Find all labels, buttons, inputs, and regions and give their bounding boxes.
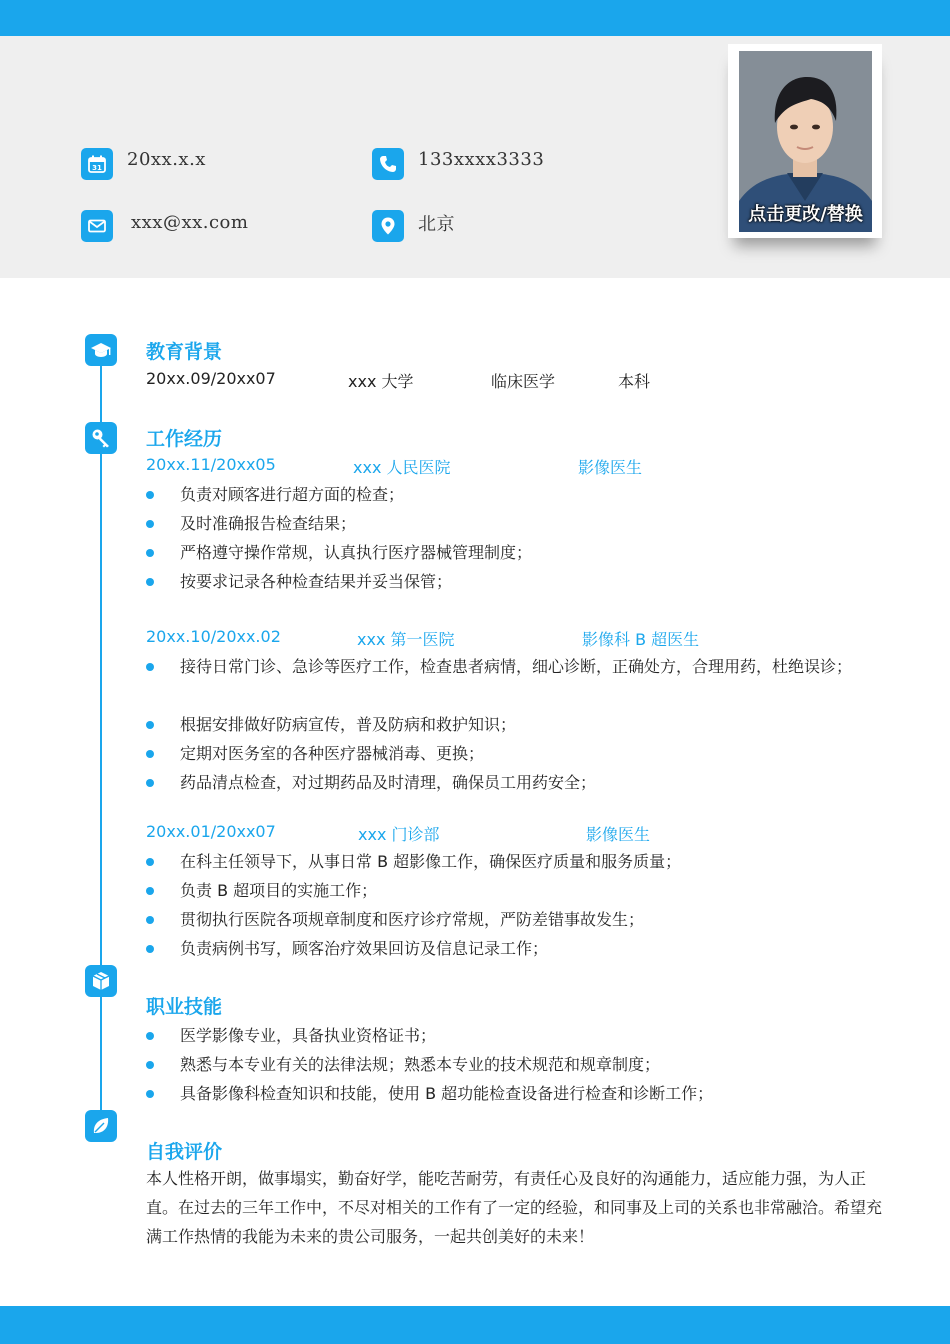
bullet-dot	[146, 945, 154, 953]
bullet-dot	[146, 663, 154, 671]
job-2-item-2: 根据安排做好防病宣传，普及防病和救护知识；	[146, 711, 516, 739]
skill-item-3: 具备影像科检查知识和技能，使用 B 超功能检查设备进行检查和诊断工作；	[146, 1080, 713, 1108]
job-3-role: 影像医生	[586, 825, 651, 844]
top-accent-bar	[0, 0, 950, 36]
bullet-dot	[146, 491, 154, 499]
bullet-dot	[146, 1090, 154, 1098]
job-1-period: 20xx.11/20xx05	[146, 455, 276, 474]
job-3-item-2: 负责 B 超项目的实施工作；	[146, 877, 377, 905]
svg-text:31: 31	[92, 164, 102, 172]
location-text: 北京	[418, 214, 455, 235]
skill-item-1: 医学影像专业，具备执业资格证书；	[146, 1022, 436, 1050]
job-2-item-3: 定期对医务室的各种医疗器械消毒、更换；	[146, 740, 484, 768]
bullet-dot	[146, 549, 154, 557]
job-2-period: 20xx.10/20xx.02	[146, 627, 281, 646]
calendar-icon	[81, 148, 113, 180]
job-3-org: xxx 门诊部	[358, 825, 440, 844]
bullet-dot	[146, 887, 154, 895]
education-major: 临床医学	[491, 372, 556, 391]
job-2-item-1: 接待日常门诊、急诊等医疗工作，检查患者病情，细心诊断，正确处方，合理用药，杜绝误诊；	[146, 653, 906, 681]
job-1-item-2: 及时准确报告检查结果；	[146, 510, 356, 538]
bullet-dot	[146, 750, 154, 758]
contact-email	[81, 210, 248, 242]
bullet-dot	[146, 578, 154, 586]
profile-photo-frame[interactable]	[728, 44, 882, 238]
bullet-dot	[146, 916, 154, 924]
job-2-item-4: 药品清点检查，对过期药品及时清理，确保员工用药安全；	[146, 769, 596, 797]
bullet-dot	[146, 779, 154, 787]
job-1-item-3: 严格遵守操作常规，认真执行医疗器械管理制度；	[146, 539, 532, 567]
bullet-dot	[146, 858, 154, 866]
education-period: 20xx.09/20xx07	[146, 369, 276, 388]
job-2-role: 影像科 B 超医生	[582, 630, 700, 649]
skill-item-2: 熟悉与本专业有关的法律法规；熟悉本专业的技术规范和规章制度；	[146, 1051, 660, 1079]
contact-birthday	[81, 148, 206, 180]
self-eval-text: 本人性格开朗，做事塌实，勤奋好学，能吃苦耐劳，有责任心及良好的沟通能力，适应能力强，为人正直。在过去的三年工作中，不尽对相关的工作有了一定的经验，和同事及上司的关系也非常融洽。希望充满工作热情的我能为未来的贵公司服务，一起共创美好的未来！	[146, 1169, 883, 1246]
mail-icon	[81, 210, 113, 242]
leaf-icon	[85, 1110, 117, 1142]
profile-photo[interactable]	[739, 51, 872, 232]
photo-replace-label[interactable]: 点击更改/替换	[748, 204, 863, 225]
contact-location	[372, 210, 455, 242]
bullet-dot	[146, 721, 154, 729]
education-school: xxx 大学	[348, 372, 414, 391]
job-1-org: xxx 人民医院	[353, 458, 451, 477]
phone-text: 133xxxx3333	[418, 148, 545, 170]
contact-phone	[372, 148, 544, 180]
bullet-dot	[146, 1032, 154, 1040]
job-3-item-3: 贯彻执行医院各项规章制度和医疗诊疗常规，严防差错事故发生；	[146, 906, 644, 934]
graduation-cap-icon	[85, 334, 117, 366]
job-1-item-4: 按要求记录各种检查结果并妥当保管；	[146, 568, 452, 596]
bullet-dot	[146, 520, 154, 528]
job-2-org: xxx 第一医院	[357, 630, 455, 649]
bottom-accent-bar	[0, 1306, 950, 1344]
bullet-dot	[146, 1061, 154, 1069]
phone-icon	[372, 148, 404, 180]
key-icon	[85, 422, 117, 454]
education-degree: 本科	[618, 372, 651, 391]
skills-title: 职业技能	[146, 996, 223, 1018]
box-icon	[85, 965, 117, 997]
self-eval-title: 自我评价	[146, 1141, 223, 1163]
work-title: 工作经历	[146, 428, 223, 450]
education-title: 教育背景	[146, 341, 223, 363]
job-3-period: 20xx.01/20xx07	[146, 822, 276, 841]
location-pin-icon	[372, 210, 404, 242]
email-text: xxx@xx.com	[131, 211, 249, 233]
job-3-item-1: 在科主任领导下，从事日常 B 超影像工作，确保医疗质量和服务质量；	[146, 848, 681, 876]
job-1-item-1: 负责对顾客进行超方面的检查；	[146, 481, 404, 509]
timeline-line	[100, 350, 102, 1130]
job-1-role: 影像医生	[578, 458, 643, 477]
job-3-item-4: 负责病例书写，顾客治疗效果回访及信息记录工作；	[146, 935, 548, 963]
birthday-text: 20xx.x.x	[127, 148, 206, 170]
